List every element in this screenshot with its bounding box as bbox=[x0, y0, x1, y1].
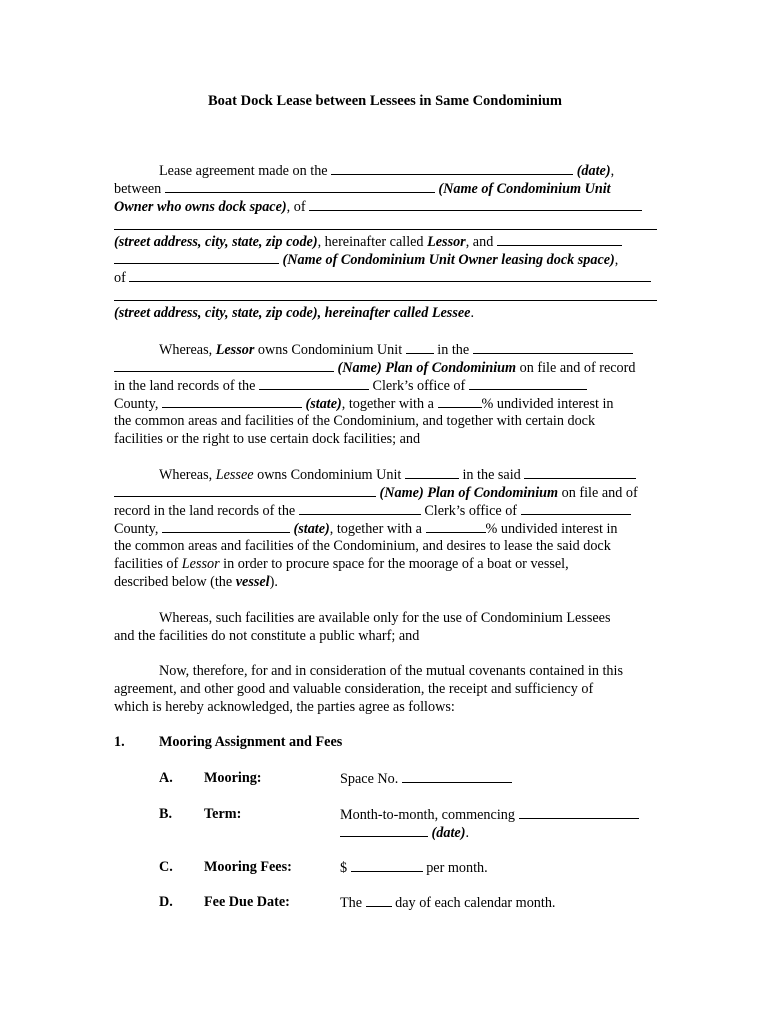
lessor-plan-blank[interactable] bbox=[473, 340, 633, 354]
para3-line2: (Name) Plan of Condominium on file and of bbox=[114, 483, 638, 502]
owner-address-blank[interactable] bbox=[309, 197, 642, 211]
para1-line3: Owner who owns dock space), of bbox=[114, 197, 642, 216]
lessor-unit-blank[interactable] bbox=[406, 340, 434, 354]
para2-line6: facilities or the right to use certain dock facilities; and bbox=[114, 431, 421, 447]
para3-line4: County, (state), together with a % undivided interest in bbox=[114, 521, 618, 537]
lessee-clerk-blank[interactable] bbox=[521, 501, 631, 515]
para3-line5: the common areas and facilities of the Condominium, and desires to lease the said dock bbox=[114, 538, 611, 554]
lessee-county-name-blank[interactable] bbox=[162, 519, 290, 533]
para2-line1: Whereas, Lessor owns Condominium Unit in the bbox=[159, 340, 633, 359]
para2-line3: in the land records of the Clerk’s office of bbox=[114, 376, 587, 395]
para3-line6: facilities of Lessor in order to procure space for the moorage of a boat or vessel, bbox=[114, 556, 569, 572]
lessee-plan-blank[interactable] bbox=[524, 465, 636, 479]
lessee-plan-blank-2[interactable] bbox=[114, 483, 376, 497]
lessee-name-blank-2[interactable] bbox=[114, 250, 279, 264]
lessor-county-name-blank[interactable] bbox=[162, 394, 302, 408]
space-number-blank[interactable] bbox=[402, 769, 512, 783]
para1-line2: between (Name of Condominium Unit bbox=[114, 181, 611, 197]
lessee-address-blank-2[interactable] bbox=[114, 300, 657, 301]
lessor-plan-blank-2[interactable] bbox=[114, 358, 334, 372]
document-title: Boat Dock Lease between Lessees in Same Condominium bbox=[207, 93, 563, 109]
commencing-blank[interactable] bbox=[519, 805, 639, 819]
commencing-blank-2[interactable] bbox=[340, 823, 428, 837]
section-heading: Mooring Assignment and Fees bbox=[159, 734, 343, 750]
para2-line5: the common areas and facilities of the Condominium, and together with certain dock bbox=[114, 413, 596, 429]
para5-line3: which is hereby acknowledged, the parties agree as follows: bbox=[114, 699, 455, 715]
para3-line3: record in the land records of the Clerk’s office of bbox=[114, 501, 631, 520]
lessor-clerk-blank[interactable] bbox=[469, 376, 587, 390]
para4-line2: and the facilities do not constitute a public wharf; and bbox=[114, 628, 420, 644]
section-number: 1. bbox=[114, 734, 125, 750]
para1-line1: Lease agreement made on the (date), bbox=[159, 163, 615, 179]
lessee-address-blank[interactable] bbox=[129, 268, 651, 282]
owner-name-blank[interactable] bbox=[165, 179, 435, 193]
lessee-county-blank[interactable] bbox=[299, 501, 421, 515]
due-day-blank[interactable] bbox=[366, 893, 392, 907]
para1-line5: (street address, city, state, zip code), hereinafter called Lessor, and bbox=[114, 232, 622, 251]
para3-line1: Whereas, Lessee owns Condominium Unit in the said bbox=[159, 465, 636, 484]
lessee-name-blank[interactable] bbox=[497, 232, 622, 246]
lessee-interest-blank[interactable] bbox=[426, 519, 486, 533]
para4-line1: Whereas, such facilities are available only for the use of Condominium Lessees bbox=[159, 610, 611, 626]
lessor-interest-blank[interactable] bbox=[438, 394, 482, 408]
fee-amount-blank[interactable] bbox=[351, 858, 423, 872]
para2-line2: (Name) Plan of Condominium on file and of record bbox=[114, 358, 635, 377]
para3-line7: described below (the vessel). bbox=[114, 574, 278, 590]
para1-line6: (Name of Condominium Unit Owner leasing dock space), bbox=[114, 250, 618, 269]
para5-line2: agreement, and other good and valuable consideration, the receipt and sufficiency of bbox=[114, 681, 594, 697]
lessor-county-blank[interactable] bbox=[259, 376, 369, 390]
lessee-unit-blank[interactable] bbox=[405, 465, 459, 479]
para2-line4: County, (state), together with a % undivided interest in bbox=[114, 396, 614, 412]
para5-line1: Now, therefore, for and in consideration of the mutual covenants contained in this bbox=[159, 663, 623, 679]
para1-line7: of bbox=[114, 268, 651, 287]
para1-line9: (street address, city, state, zip code), hereinafter called Lessee. bbox=[114, 305, 474, 321]
date-blank[interactable] bbox=[331, 161, 573, 175]
owner-address-blank-2[interactable] bbox=[114, 229, 657, 230]
